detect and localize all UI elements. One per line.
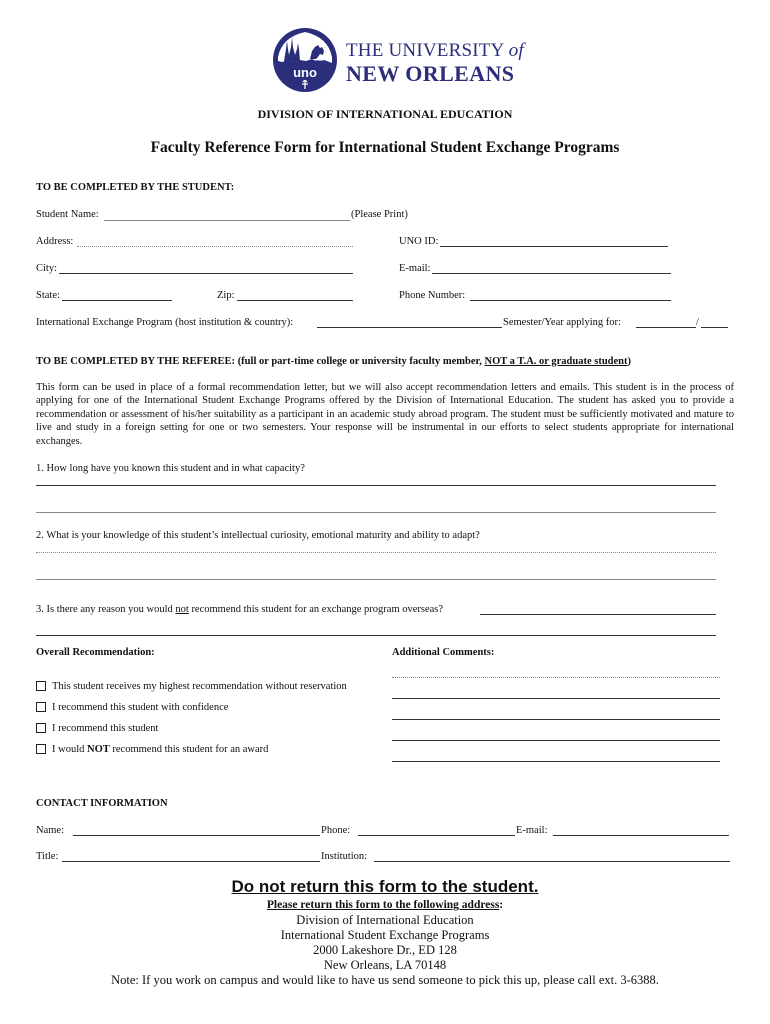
address-field[interactable]: [77, 246, 353, 247]
state-label: State:: [36, 290, 60, 301]
zip-label: Zip:: [217, 290, 235, 301]
pickup-note: Note: If you work on campus and would like to have us send someone to pick this up, please call ext. 3-6388.: [111, 973, 659, 987]
additional-comments-line-4[interactable]: [392, 740, 720, 741]
semester-year-separator: /: [696, 317, 699, 328]
recommendation-option-confidence: I recommend this student with confidence: [52, 702, 229, 713]
contact-institution-label: Institution:: [321, 851, 368, 862]
recommendation-checkbox-not[interactable]: [36, 744, 46, 754]
recommendation-checkbox-recommend[interactable]: [36, 723, 46, 733]
contact-phone-field[interactable]: [358, 835, 515, 836]
zip-field[interactable]: [237, 300, 353, 301]
contact-name-label: Name:: [36, 825, 64, 836]
contact-email-field[interactable]: [553, 835, 729, 836]
additional-comments-line-2[interactable]: [392, 698, 720, 699]
state-field[interactable]: [62, 300, 172, 301]
uno-id-label: UNO ID:: [399, 236, 439, 247]
address-line-1: Division of International Education: [296, 913, 474, 927]
additional-comments-label: Additional Comments:: [392, 647, 495, 658]
exchange-program-label: International Exchange Program (host institution & country):: [36, 317, 294, 328]
semester-field[interactable]: [636, 327, 696, 328]
do-not-return-notice: Do not return this form to the student.: [231, 877, 539, 896]
phone-number-field[interactable]: [470, 300, 671, 301]
address-line-2: International Student Exchange Programs: [280, 928, 490, 942]
university-name-line2: NEW ORLEANS: [346, 61, 515, 86]
year-field[interactable]: [701, 327, 728, 328]
additional-comments-line-3[interactable]: [392, 719, 720, 720]
contact-section-heading: CONTACT INFORMATION: [36, 798, 168, 809]
question-1-answer-line-1[interactable]: [36, 485, 716, 486]
uno-seal-icon: [272, 27, 338, 93]
contact-name-field[interactable]: [73, 835, 320, 836]
student-name-field[interactable]: [104, 220, 350, 221]
form-title: Faculty Reference Form for International Student Exchange Programs: [150, 139, 620, 156]
contact-email-label: E-mail:: [516, 825, 548, 836]
overall-recommendation-label: Overall Recommendation:: [36, 647, 155, 658]
student-email-label: E-mail:: [399, 263, 431, 274]
contact-title-field[interactable]: [62, 861, 320, 862]
question-1-answer-line-2[interactable]: [36, 512, 716, 513]
please-print-note: (Please Print): [351, 209, 408, 220]
phone-number-label: Phone Number:: [399, 290, 466, 301]
student-section-heading: TO BE COMPLETED BY THE STUDENT:: [36, 182, 235, 193]
university-logo: [272, 27, 524, 95]
svg-text:uno: uno: [293, 65, 317, 80]
address-line-4: New Orleans, LA 70148: [323, 958, 447, 972]
question-3-answer-line-2[interactable]: [36, 635, 716, 636]
referee-intro-paragraph: This form can be used in place of a formal recommendation letter, but we will also accept recommendation letters and emails. This student is in the process of applying for one of the International Student Exchange Programs offered by the Division of International Education. The student has asked you to provide a recommendation or assessment of his/her suitability as a participant in an academic study abroad program. The student must be sufficiently motivated and mature to live and study in a foreign setting for one or two semesters. Your response will be instrumental in our efforts to select students appropriate for international exchanges.: [36, 382, 734, 447]
division-heading: DIVISION OF INTERNATIONAL EDUCATION: [257, 107, 513, 121]
contact-title-label: Title:: [36, 851, 59, 862]
semester-year-label: Semester/Year applying for:: [503, 317, 621, 328]
university-name-line1: THE UNIVERSITY of: [346, 40, 524, 61]
city-field[interactable]: [59, 273, 353, 274]
question-2: 2. What is your knowledge of this student’s intellectual curiosity, emotional maturity and ability to adapt?: [36, 530, 480, 541]
contact-phone-label: Phone:: [321, 825, 351, 836]
question-1: 1. How long have you known this student and in what capacity?: [36, 463, 305, 474]
recommendation-option-not: I would NOT recommend this student for an award: [52, 744, 269, 755]
recommendation-checkbox-highest[interactable]: [36, 681, 46, 691]
additional-comments-line-5[interactable]: [392, 761, 720, 762]
address-line-3: 2000 Lakeshore Dr., ED 128: [313, 943, 457, 957]
return-address-label: Please return this form to the following address:: [266, 899, 504, 911]
recommendation-option-highest: This student receives my highest recommendation without reservation: [52, 681, 347, 692]
recommendation-checkbox-confidence[interactable]: [36, 702, 46, 712]
exchange-program-field[interactable]: [317, 327, 502, 328]
student-email-field[interactable]: [432, 273, 671, 274]
question-2-answer-line-1[interactable]: [36, 552, 716, 553]
recommendation-option-recommend: I recommend this student: [52, 723, 159, 734]
question-3-answer-inline[interactable]: [480, 614, 716, 615]
referee-section-heading: TO BE COMPLETED BY THE REFEREE: (full or part-time college or university faculty member, NOT a T.A. or graduate student): [36, 356, 632, 367]
uno-id-field[interactable]: [440, 246, 668, 247]
city-label: City:: [36, 263, 58, 274]
question-2-answer-line-2[interactable]: [36, 579, 716, 580]
question-3: 3. Is there any reason you would not recommend this student for an exchange program overseas?: [36, 604, 444, 615]
additional-comments-line-1[interactable]: [392, 677, 720, 678]
student-name-label: Student Name:: [36, 209, 99, 220]
contact-institution-field[interactable]: [374, 861, 730, 862]
address-label: Address:: [36, 236, 74, 247]
